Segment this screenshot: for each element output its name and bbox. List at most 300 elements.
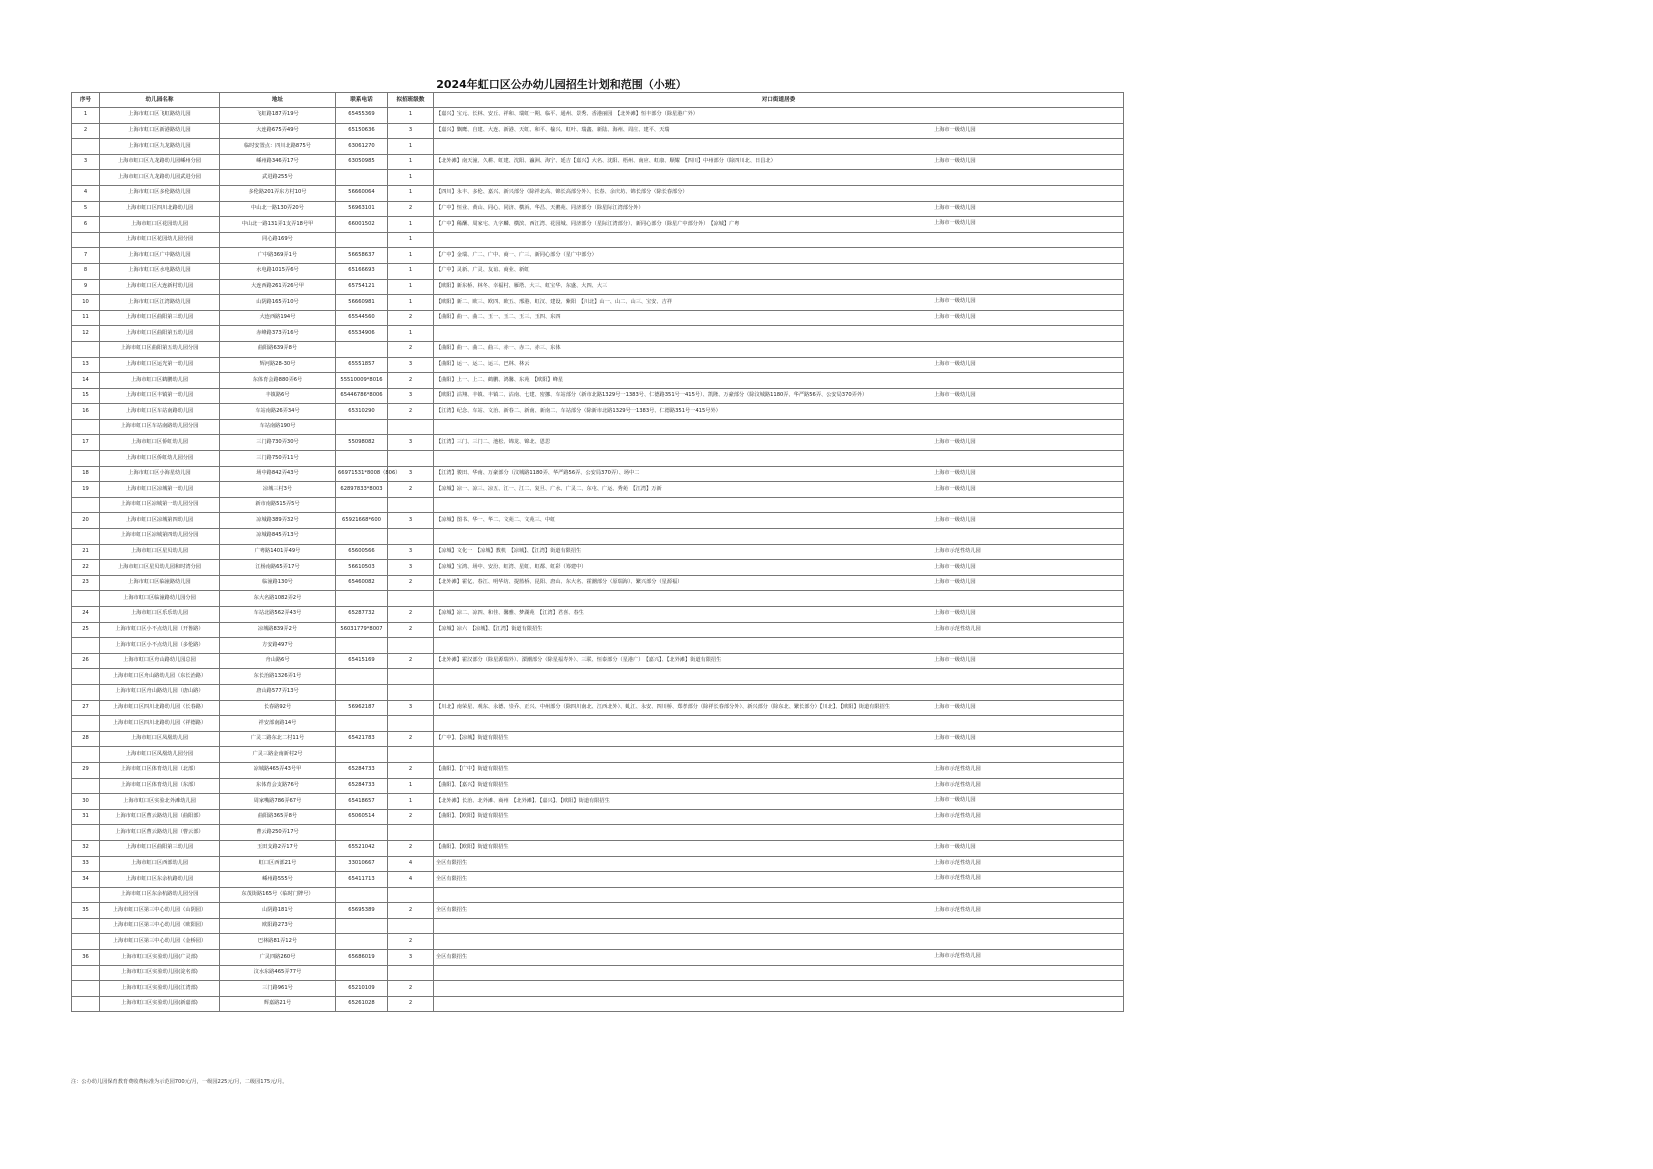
grade-label: 上海市一级幼儿园: [934, 298, 976, 305]
kindergarten-name: 上海市虹口区凉城第四幼儿园: [100, 513, 220, 529]
scope-streets: 【江湾】骏田、华南、万豪部分（汶城路1180弄、华严路56弄、公安局370弄）、场中二: [436, 470, 640, 477]
row-index: 4: [72, 185, 100, 201]
grade-label: 上海市一级幼儿园: [934, 516, 976, 523]
kindergarten-name: 上海市虹口区小不点幼儿园（多伦路）: [100, 638, 220, 654]
row-index: 32: [72, 840, 100, 856]
scope-streets: 【曲阳】曲一、曲二、玉一、玉二、玉三、玉四、东四: [436, 314, 561, 321]
kindergarten-name: 上海市虹口区凤凰幼儿园分园: [100, 747, 220, 763]
contact-phone: 65921668*600: [336, 513, 388, 529]
class-count: 1: [388, 185, 434, 201]
row-index: 23: [72, 575, 100, 591]
table-row: [72, 794, 1124, 810]
contact-phone: [336, 170, 388, 186]
class-count: 3: [388, 950, 434, 966]
grade-label: 上海市一级幼儿园: [934, 657, 976, 664]
kindergarten-name: 上海市虹口区曹云路幼儿园（曲阳部）: [100, 809, 220, 825]
contact-phone: [336, 529, 388, 545]
kindergarten-address: 广灵二路东北二村11号: [220, 731, 336, 747]
class-count: [388, 669, 434, 685]
grade-label: 上海市示范性幼儿园: [934, 953, 981, 960]
class-count: [388, 747, 434, 763]
grade-label: 上海市示范性幼儿园: [934, 766, 981, 773]
contact-phone: 56610503: [336, 560, 388, 576]
scope-streets: 【凉城】凉一、凉三、凉五、江一、江二、复旦、广水、广灵二、东屯、广运、秀苑 【江湾】万新: [436, 485, 662, 492]
grade-label: 上海市一级幼儿园: [934, 485, 976, 492]
contact-phone: 65695389: [336, 903, 388, 919]
class-count: 1: [388, 139, 434, 155]
table-row: [72, 669, 1124, 685]
class-count: 2: [388, 981, 434, 997]
table-row: [72, 653, 1124, 669]
kindergarten-address: 周家嘴路786弄67号: [220, 794, 336, 810]
row-index: 22: [72, 560, 100, 576]
kindergarten-name: 上海市虹口区小不点幼儿园（开鲁路）: [100, 622, 220, 638]
scope-cell: [434, 731, 1124, 747]
class-count: 4: [388, 856, 434, 872]
class-count: [388, 451, 434, 467]
scope-cell: [434, 170, 1124, 186]
class-count: 2: [388, 575, 434, 591]
kindergarten-address: 赤峰路373弄16号: [220, 326, 336, 342]
class-count: 2: [388, 201, 434, 217]
contact-phone: 65418657: [336, 794, 388, 810]
scope-cell: [434, 404, 1124, 420]
kindergarten-name: 上海市虹口区第三中心幼儿园（金桥园）: [100, 934, 220, 950]
table-row: [72, 388, 1124, 404]
class-count: 2: [388, 373, 434, 389]
table-row: [72, 497, 1124, 513]
scope-streets: 【广中】灵新、广灵、友谊、商业、新虹: [436, 267, 530, 274]
scope-cell: [434, 809, 1124, 825]
contact-phone: 56660981: [336, 295, 388, 311]
contact-phone: [336, 669, 388, 685]
scope-cell: [434, 357, 1124, 373]
kindergarten-name: 上海市虹口区花园幼儿园分园: [100, 232, 220, 248]
class-count: 1: [388, 248, 434, 264]
scope-cell: [434, 435, 1124, 451]
class-count: 2: [388, 840, 434, 856]
kindergarten-name: 上海市虹口区曲阳第五幼儿园: [100, 326, 220, 342]
kindergarten-name: 上海市虹口区侨虹幼儿园: [100, 435, 220, 451]
scope-streets: 【曲阳】、【广中】街道有限招生: [436, 766, 509, 773]
row-index: 24: [72, 607, 100, 623]
scope-cell: [434, 934, 1124, 950]
scope-cell: [434, 373, 1124, 389]
class-count: 3: [388, 544, 434, 560]
row-index: 1: [72, 108, 100, 124]
kindergarten-name: 上海市虹口区江湾路幼儿园: [100, 295, 220, 311]
row-index: 36: [72, 950, 100, 966]
kindergarten-name: 上海市虹口区凤凰幼儿园: [100, 731, 220, 747]
kindergarten-name: 上海市虹口区舟山路幼儿园（东长治路）: [100, 669, 220, 685]
contact-phone: 66971531*8008（806）: [336, 466, 388, 482]
scope-cell: [434, 513, 1124, 529]
row-index: 28: [72, 731, 100, 747]
kindergarten-name: 上海市虹口区九龙路幼儿园嵊州分园: [100, 154, 220, 170]
table-row: [72, 996, 1124, 1012]
class-count: 3: [388, 513, 434, 529]
scope-streets: 【曲阳】、【欧阳】街道有限招生: [436, 813, 509, 820]
scope-streets: 【北外滩】霍汉部分（除星源瑞外）、溧潮部分（除星福寿外）、三联、恒泰部分（星港广） 【嘉兴】、【北外滩】街道有限招生: [436, 657, 722, 664]
row-index: 13: [72, 357, 100, 373]
contact-phone: 65060514: [336, 809, 388, 825]
kindergarten-address: 唐山路577弄13号: [220, 684, 336, 700]
kindergarten-name: 上海市虹口区乐乐幼儿园: [100, 607, 220, 623]
kindergarten-address: 场中路842弄43号: [220, 466, 336, 482]
contact-phone: [336, 934, 388, 950]
kindergarten-address: 车站南路26弄34号: [220, 404, 336, 420]
contact-phone: 65544560: [336, 310, 388, 326]
table-row: [72, 185, 1124, 201]
scope-streets: 【曲阳】、【嘉兴】街道有限招生: [436, 781, 509, 788]
scope-cell: [434, 918, 1124, 934]
scope-cell: [434, 497, 1124, 513]
table-row: [72, 419, 1124, 435]
row-index: 25: [72, 622, 100, 638]
row-index: [72, 965, 100, 981]
scope-cell: [434, 248, 1124, 264]
kindergarten-address: 山阴路165弄10号: [220, 295, 336, 311]
table-row: [72, 872, 1124, 888]
contact-phone: [336, 684, 388, 700]
row-index: [72, 591, 100, 607]
class-count: 1: [388, 154, 434, 170]
kindergarten-address: 广粤路1401弄49号: [220, 544, 336, 560]
scope-cell: [434, 965, 1124, 981]
table-row: [72, 950, 1124, 966]
table-row: [72, 341, 1124, 357]
kindergarten-address: 大连西路261弄26号甲: [220, 279, 336, 295]
kindergarten-name: 上海市虹口区九龙路幼儿园武进分园: [100, 170, 220, 186]
kindergarten-name: 上海市虹口区实验幼儿园(广灵部): [100, 950, 220, 966]
row-index: 26: [72, 653, 100, 669]
scope-streets: 【凉城】文化一 【凉城】教机 【凉城】、【江湾】街道有限招生: [436, 548, 582, 555]
class-count: 3: [388, 435, 434, 451]
class-count: 2: [388, 341, 434, 357]
contact-phone: 65287732: [336, 607, 388, 623]
table-row: [72, 840, 1124, 856]
admission-table: [71, 92, 1124, 1012]
scope-streets: 【凉城】凉六 【凉城】、【江湾】街道有限招生: [436, 626, 543, 633]
class-count: [388, 419, 434, 435]
row-index: [72, 887, 100, 903]
row-index: 6: [72, 217, 100, 233]
kindergarten-address: 曲阳路365弄8号: [220, 809, 336, 825]
scope-cell: [434, 154, 1124, 170]
kindergarten-address: 武进路255号: [220, 170, 336, 186]
scope-cell: [434, 950, 1124, 966]
scope-cell: [434, 123, 1124, 139]
kindergarten-address: 新市南路515弄5号: [220, 497, 336, 513]
class-count: 1: [388, 295, 434, 311]
kindergarten-address: 同心路169号: [220, 232, 336, 248]
kindergarten-address: 三门路730弄30号: [220, 435, 336, 451]
grade-label: 上海市一级幼儿园: [934, 314, 976, 321]
scope-streets: 【欧阳】新东桥、林冬、幸福村、雁塔、大三、虹宝华、东盛、大四、大三: [436, 282, 608, 289]
scope-streets: 【广中】金瑞、广二、广中、商一、广三、新同心部分（星广中部分）: [436, 251, 597, 258]
fee-note: 注：公办幼儿园保育教育费收费标准为示范园700元/月，一级园225元/月，二级园175元/月。: [71, 1079, 288, 1085]
table-row: [72, 170, 1124, 186]
table-row: [72, 762, 1124, 778]
grade-label: 上海市一级幼儿园: [934, 704, 976, 710]
grade-label: 上海市示范性幼儿园: [934, 875, 981, 882]
table-row: [72, 700, 1124, 716]
table-row: [72, 638, 1124, 654]
table-row: [72, 201, 1124, 217]
kindergarten-name: 上海市虹口区凉城第一幼儿园分园: [100, 497, 220, 513]
grade-label: 上海市一级幼儿园: [934, 610, 976, 617]
row-index: 11: [72, 310, 100, 326]
scope-cell: [434, 716, 1124, 732]
scope-cell: [434, 575, 1124, 591]
scope-streets: 【北外滩】长治、北外滩、商州 【北外滩】、【嘉兴】、【欧阳】街道有限招生: [436, 797, 610, 804]
contact-phone: 65284733: [336, 762, 388, 778]
row-index: [72, 669, 100, 685]
row-index: 33: [72, 856, 100, 872]
table-row: [72, 731, 1124, 747]
kindergarten-name: 上海市虹口区体育幼儿园（东部）: [100, 778, 220, 794]
kindergarten-address: 江杨南路65弄17号: [220, 560, 336, 576]
kindergarten-address: 大连西路194号: [220, 310, 336, 326]
kindergarten-address: 长春路92号: [220, 700, 336, 716]
class-count: 2: [388, 762, 434, 778]
scope-streets: 【北外滩】霍亿、春江、明华坊、提篮桥、昆阳、唐山、东大名、霍潮部分（原瑞海）、繁兴部分（星源福）: [436, 579, 683, 586]
row-index: [72, 170, 100, 186]
scope-cell: [434, 996, 1124, 1012]
scope-streets: 【江湾】三门、三门二、池松、锦龙、锦北、恩思: [436, 438, 551, 445]
scope-cell: [434, 217, 1124, 233]
table-row: [72, 747, 1124, 763]
kindergarten-address: 广灵四路260号: [220, 950, 336, 966]
kindergarten-address: 中山北一路131弄1支弄18号甲: [220, 217, 336, 233]
scope-streets: 【嘉兴】飘鹰、自建、大连、新港、天虹、和平、榆兴、虹叶、瑞鑫、新陆、海州、周庄、建平、天瑞: [436, 127, 670, 134]
kindergarten-address: 大连路675弄49号: [220, 123, 336, 139]
contact-phone: 56963101: [336, 201, 388, 217]
scope-streets: 【曲阳】、【欧阳】街道有限招生: [436, 844, 509, 851]
row-index: 2: [72, 123, 100, 139]
grade-label: 上海市一级幼儿园: [934, 735, 976, 742]
header-address: 地址: [220, 93, 336, 108]
table-row: [72, 357, 1124, 373]
contact-phone: 65261028: [336, 996, 388, 1012]
contact-phone: 65521042: [336, 840, 388, 856]
kindergarten-address: 东茂街路165号（临时门牌号）: [220, 887, 336, 903]
kindergarten-address: 飞虹路187弄19号: [220, 108, 336, 124]
kindergarten-name: 上海市虹口区实验幼儿园(江湾部): [100, 981, 220, 997]
class-count: 2: [388, 622, 434, 638]
class-count: 1: [388, 263, 434, 279]
row-index: 19: [72, 482, 100, 498]
row-index: [72, 638, 100, 654]
kindergarten-name: 上海市虹口区多伦路幼儿园: [100, 185, 220, 201]
kindergarten-address: 曹云路250弄17号: [220, 825, 336, 841]
header-classes: 拟招班级数: [388, 93, 434, 108]
table-row: [72, 435, 1124, 451]
row-index: [72, 341, 100, 357]
scope-cell: [434, 341, 1124, 357]
kindergarten-name: 上海市虹口区广中路幼儿园: [100, 248, 220, 264]
row-index: 3: [72, 154, 100, 170]
class-count: 3: [388, 123, 434, 139]
row-index: 20: [72, 513, 100, 529]
row-index: 30: [72, 794, 100, 810]
kindergarten-name: 上海市虹口区实验北外滩幼儿园: [100, 794, 220, 810]
kindergarten-name: 上海市虹口区新港路幼儿园: [100, 123, 220, 139]
table-row: [72, 466, 1124, 482]
grade-label: 上海市示范性幼儿园: [934, 781, 981, 788]
table-row: [72, 934, 1124, 950]
kindergarten-name: 上海市虹口区小海星幼儿园: [100, 466, 220, 482]
row-index: 17: [72, 435, 100, 451]
contact-phone: [336, 232, 388, 248]
scope-cell: [434, 529, 1124, 545]
kindergarten-address: 临潼路130号: [220, 575, 336, 591]
class-count: 2: [388, 653, 434, 669]
table-body: [72, 108, 1124, 1012]
table-row: [72, 918, 1124, 934]
kindergarten-name: 上海市虹口区东余杭路幼儿园分园: [100, 887, 220, 903]
grade-label: 上海市一级幼儿园: [934, 220, 976, 227]
scope-streets: 全区有限招生: [436, 875, 468, 882]
class-count: 1: [388, 279, 434, 295]
scope-streets: 【北外滩】南天潼、久耕、虹建、沈阳、瀛洲、海宁、延吉【嘉兴】大名、沈阳、梧州、南应、虹康、顺耀 【四川】中州部分（除四川北、日昌北）: [436, 158, 776, 165]
kindergarten-name: 上海市虹口区车站南路幼儿园: [100, 404, 220, 420]
kindergarten-address: 凉城路839弄2号: [220, 622, 336, 638]
kindergarten-address: 方安路497号: [220, 638, 336, 654]
row-index: [72, 747, 100, 763]
kindergarten-name: 上海市虹口区四川北路幼儿园（祥德路）: [100, 716, 220, 732]
kindergarten-name: 上海市虹口区第三中心幼儿园（欧阳园）: [100, 918, 220, 934]
contact-phone: [336, 497, 388, 513]
kindergarten-name: 上海市虹口区临潼路幼儿园: [100, 575, 220, 591]
class-count: 2: [388, 482, 434, 498]
kindergarten-name: 上海市虹口区舟山路幼儿园总园: [100, 653, 220, 669]
table-row: [72, 263, 1124, 279]
scope-streets: 【曲阳】上一、上二、鹤鹏、鸿馨、东苑 【欧阳】峰星: [436, 376, 564, 383]
table-row: [72, 529, 1124, 545]
table-row: [72, 965, 1124, 981]
contact-phone: 66001502: [336, 217, 388, 233]
row-index: [72, 778, 100, 794]
contact-phone: 65411713: [336, 872, 388, 888]
scope-cell: [434, 544, 1124, 560]
table-header-row: [72, 93, 1124, 108]
class-count: 2: [388, 934, 434, 950]
scope-cell: [434, 451, 1124, 467]
scope-streets: 【广中】、【凉城】街道有限招生: [436, 735, 509, 742]
contact-phone: [336, 825, 388, 841]
scope-streets: 【广中】恒业、黄山、同心、同济、横浜、华昌、天鹅苑、同济部分（除星际江湾部分外）: [436, 205, 644, 211]
class-count: 2: [388, 996, 434, 1012]
grade-label: 上海市示范性幼儿园: [934, 626, 981, 633]
scope-streets: 全区有限招生: [436, 953, 468, 960]
scope-streets: 全区有限招生: [436, 906, 468, 913]
scope-cell: [434, 201, 1124, 217]
kindergarten-name: 上海市虹口区四川北路幼儿园: [100, 201, 220, 217]
contact-phone: [336, 419, 388, 435]
table-row: [72, 981, 1124, 997]
grade-label: 上海市一级幼儿园: [934, 127, 976, 134]
scope-streets: 【嘉兴】宝元、长林、安丘、祥和、瑞虹一期、临平、通州、景秀、香港丽园 【北外滩】恒丰部分（除星港广外）: [436, 111, 698, 118]
table-row: [72, 809, 1124, 825]
grade-label: 上海市一级幼儿园: [934, 438, 976, 445]
grade-label: 上海市示范性幼儿园: [934, 548, 981, 555]
kindergarten-name: 上海市虹口区花园幼儿园: [100, 217, 220, 233]
class-count: [388, 497, 434, 513]
scope-cell: [434, 310, 1124, 326]
scope-cell: [434, 684, 1124, 700]
class-count: [388, 684, 434, 700]
kindergarten-name: 上海市虹口区实验幼儿园(淀名部): [100, 965, 220, 981]
class-count: 3: [388, 466, 434, 482]
class-count: 3: [388, 560, 434, 576]
row-index: [72, 684, 100, 700]
kindergarten-address: 曲阳路639弄8号: [220, 341, 336, 357]
table-row: [72, 482, 1124, 498]
grade-label: 上海市一级幼儿园: [934, 844, 976, 851]
kindergarten-address: 广中路369弄1号: [220, 248, 336, 264]
row-index: 34: [72, 872, 100, 888]
contact-phone: 63050985: [336, 154, 388, 170]
kindergarten-name: 上海市虹口区大连新村幼儿园: [100, 279, 220, 295]
kindergarten-address: 凉城路845弄13号: [220, 529, 336, 545]
table-row: [72, 373, 1124, 389]
row-index: 7: [72, 248, 100, 264]
table-row: [72, 684, 1124, 700]
row-index: 31: [72, 809, 100, 825]
class-count: 1: [388, 326, 434, 342]
contact-phone: 56962187: [336, 700, 388, 716]
class-count: 3: [388, 388, 434, 404]
table-row: [72, 607, 1124, 623]
grade-label: 上海市一级幼儿园: [934, 579, 976, 586]
table-row: [72, 310, 1124, 326]
scope-streets: 【川北】南荣星、观东、永德、崇乔、正兴、中州部分（除四川南北、江西北外）、虬江、永安、四川桥、郑孝部分（除祥长春部分外）、新兴部分（除东北、繁长部分）【川北】、【欧阳】街道有限招生: [436, 704, 890, 710]
row-index: [72, 232, 100, 248]
scope-cell: [434, 622, 1124, 638]
table-row: [72, 123, 1124, 139]
scope-cell: [434, 388, 1124, 404]
row-index: [72, 981, 100, 997]
scope-streets: 【欧阳】沽翔、丰镇、丰镇二、沽南、七建、密挪、车站部分（新市北路1329号一1383号、仁德路351号一415号）、凯隆、万豪部分（除汶城路1180弄、华严路56弄、公安局370弄外）: [436, 392, 868, 399]
scope-cell: [434, 295, 1124, 311]
kindergarten-address: 车站北路562弄43号: [220, 607, 336, 623]
scope-cell: [434, 887, 1124, 903]
contact-phone: 62897833*8003: [336, 482, 388, 498]
row-index: [72, 451, 100, 467]
contact-phone: [336, 451, 388, 467]
contact-phone: [336, 638, 388, 654]
grade-label: 上海市一级幼儿园: [934, 360, 976, 367]
row-index: 9: [72, 279, 100, 295]
class-count: [388, 887, 434, 903]
kindergarten-address: 东体育会路880弄6号: [220, 373, 336, 389]
scope-streets: 【曲阳】运一、运二、运三、巴林、林云: [436, 360, 530, 367]
table-row: [72, 232, 1124, 248]
class-count: [388, 825, 434, 841]
contact-phone: [336, 965, 388, 981]
kindergarten-name: 上海市虹口区东余杭路幼儿园: [100, 872, 220, 888]
class-count: 2: [388, 310, 434, 326]
kindergarten-name: 上海市虹口区临潼路幼儿园分园: [100, 591, 220, 607]
contact-phone: 63061270: [336, 139, 388, 155]
table-row: [72, 575, 1124, 591]
row-index: 5: [72, 201, 100, 217]
kindergarten-address: 临时安置点：四川北路875号: [220, 139, 336, 155]
contact-phone: 55510009*8016: [336, 373, 388, 389]
grade-label: 上海市一级幼儿园: [934, 392, 976, 399]
grade-label: 上海市一级幼儿园: [934, 563, 976, 570]
